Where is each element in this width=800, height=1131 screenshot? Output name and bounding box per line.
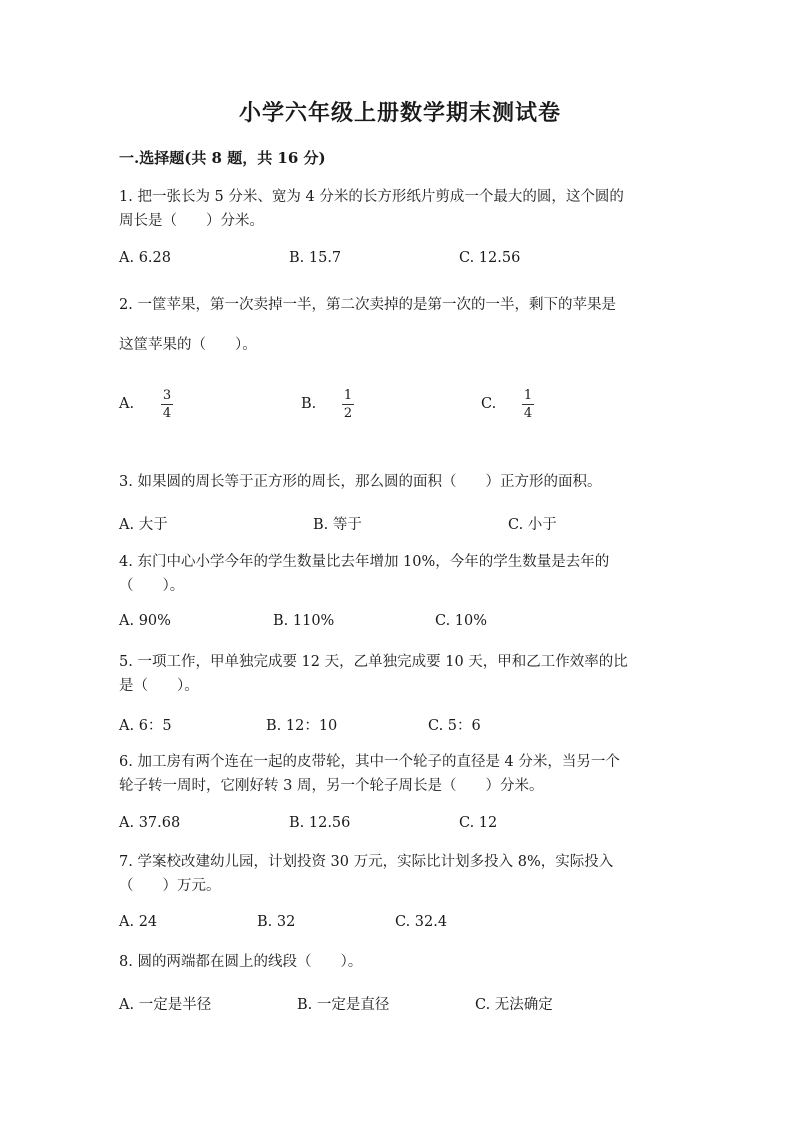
section-heading: 一.选择题(共 8 题，共 16 分) [119,149,326,167]
question-5-line-2: 是（ ）。 [119,678,199,694]
question-6-line-2: 轮子转一周时，它刚好转 3 周，另一个轮子周长是（ ）分米。 [119,778,544,794]
question-1-option-c[interactable]: C. 12.56 [459,250,521,266]
question-2-line-2: 这筐苹果的（ ）。 [119,337,257,353]
question-2-option-c-label[interactable]: C. [481,396,497,412]
fraction-numerator: 3 [162,388,172,403]
question-2-option-a-label[interactable]: A. [119,396,135,412]
question-7-option-a[interactable]: A. 24 [119,914,158,930]
fraction-denominator: 4 [523,406,533,421]
question-8 [119,950,679,974]
question-5-option-b[interactable]: B. 12：10 [266,718,338,734]
question-4-option-c[interactable]: C. 10% [435,613,488,629]
question-2-option-b-fraction[interactable] [342,388,354,421]
question-6-option-c[interactable]: C. 12 [459,815,498,831]
question-7-line-1: 7. 学案校改建幼儿园，计划投资 30 万元，实际比计划多投入 8%，实际投入 [119,854,614,870]
question-3-option-b[interactable]: B. 等于 [313,517,362,533]
fraction-bar [342,404,354,405]
question-4-option-a[interactable]: A. 90% [119,613,171,629]
question-1-line-1: 1. 把一张长为 5 分米、宽为 4 分米的长方形纸片剪成一个最大的圆，这个圆的 [119,189,624,205]
question-1-option-b[interactable]: B. 15.7 [289,250,342,266]
question-8-option-a[interactable]: A. 一定是半径 [119,997,212,1013]
question-3 [119,470,679,494]
fraction-denominator: 4 [162,406,172,421]
question-8-line-1: 8. 圆的两端都在圆上的线段（ ）。 [119,954,363,970]
question-7 [119,850,679,898]
question-7-line-2: （ ）万元。 [119,878,221,894]
question-5-option-c[interactable]: C. 5：6 [428,718,481,734]
question-3-line-1: 3. 如果圆的周长等于正方形的周长，那么圆的面积（ ）正方形的面积。 [119,474,602,490]
fraction-numerator: 1 [523,388,533,403]
question-2-option-c-fraction[interactable] [522,388,534,421]
question-4-option-b[interactable]: B. 110% [273,613,335,629]
fraction-numerator: 1 [343,388,353,403]
question-6-option-b[interactable]: B. 12.56 [289,815,351,831]
question-3-option-c[interactable]: C. 小于 [508,517,557,533]
fraction-bar [161,404,173,405]
question-7-option-c[interactable]: C. 32.4 [395,914,448,930]
question-8-option-c[interactable]: C. 无法确定 [475,997,553,1013]
question-3-option-a[interactable]: A. 大于 [119,517,168,533]
question-5-line-1: 5. 一项工作，甲单独完成要 12 天，乙单独完成要 10 天，甲和乙工作效率的比 [119,654,628,670]
question-6-line-1: 6. 加工房有两个连在一起的皮带轮，其中一个轮子的直径是 4 分米，当另一个 [119,754,620,770]
question-4 [119,550,679,598]
question-7-option-b[interactable]: B. 32 [257,914,296,930]
question-6 [119,750,679,798]
question-4-line-2: （ ）。 [119,578,185,594]
question-2 [119,285,679,365]
question-1-line-2: 周长是（ ）分米。 [119,213,264,229]
question-6-option-a[interactable]: A. 37.68 [119,815,181,831]
question-5-option-a[interactable]: A. 6：5 [119,718,172,734]
question-2-line-1: 2. 一筐苹果，第一次卖掉一半，第二次卖掉的是第一次的一半，剩下的苹果是 [119,297,616,313]
fraction-denominator: 2 [343,406,353,421]
page-title: 小学六年级上册数学期末测试卷 [238,100,561,126]
question-8-option-b[interactable]: B. 一定是直径 [297,997,390,1013]
question-1 [119,185,679,233]
question-5 [119,650,679,698]
question-2-option-a-fraction[interactable] [161,388,173,421]
fraction-bar [522,404,534,405]
question-1-option-a[interactable]: A. 6.28 [119,250,171,266]
question-2-option-b-label[interactable]: B. [301,396,317,412]
question-4-line-1: 4. 东门中心小学今年的学生数量比去年增加 10%，今年的学生数量是去年的 [119,554,610,570]
